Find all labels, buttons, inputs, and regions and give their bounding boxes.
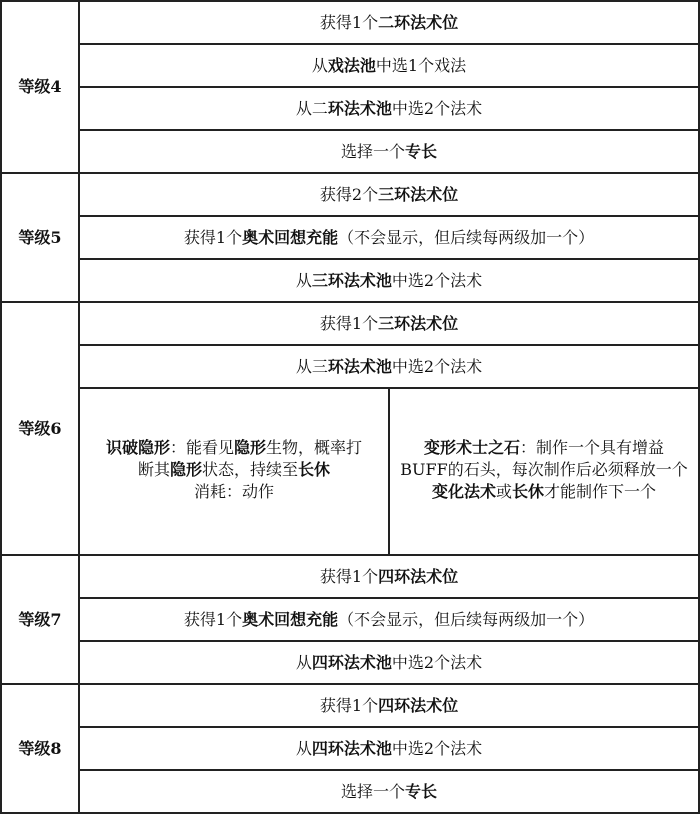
- text-segment: 从三: [295, 356, 328, 376]
- level-row: [79, 302, 699, 345]
- level-row: [79, 555, 699, 598]
- feature-line: [400, 437, 687, 459]
- level-label: 等级5: [1, 173, 79, 302]
- bold-term: 环法术池: [327, 356, 392, 376]
- text-segment: 从: [295, 270, 312, 290]
- text-segment: （不会显示，但后续每两级加一个）: [338, 609, 595, 629]
- level-label: 等级6: [1, 302, 79, 555]
- bold-term: 识破隐形: [105, 438, 170, 457]
- bold-term: 专长: [405, 141, 438, 161]
- text-segment: 从二: [295, 98, 328, 118]
- text-segment: 获得1个: [319, 566, 379, 586]
- text-segment: 获得2个: [319, 184, 379, 204]
- text-segment: 中选2个法术: [391, 270, 483, 290]
- level-row: [79, 44, 699, 87]
- level-label: 等级7: [1, 555, 79, 684]
- text-segment: 从: [295, 738, 312, 758]
- text-segment: 中选2个法术: [391, 356, 483, 376]
- feature-transmuter-stone: [388, 389, 698, 554]
- feature-see-invisibility: [80, 389, 388, 554]
- level-row: [79, 598, 699, 641]
- text-segment: 从: [311, 55, 328, 75]
- text-segment: 断其: [137, 460, 170, 479]
- text-segment: ：制作一个具有增益: [519, 438, 664, 457]
- text-segment: ：能看见: [169, 438, 234, 457]
- text-segment: 消耗：动作: [193, 482, 274, 501]
- level-row: [79, 641, 699, 684]
- text-segment: 中选2个法术: [391, 98, 483, 118]
- text-segment: 获得1个: [319, 313, 379, 333]
- bold-term: 隐形: [234, 438, 267, 457]
- text-segment: 选择一个: [340, 781, 405, 801]
- bold-term: 三环法术池: [311, 270, 392, 290]
- bold-term: 二环法术位: [378, 12, 459, 32]
- bold-term: 长休: [511, 482, 544, 501]
- feature-line: [400, 459, 687, 481]
- text-segment: 获得1个: [183, 227, 243, 247]
- text-segment: 生物，概率打: [266, 438, 363, 457]
- text-segment: BUFF的石头，每次制作后必须释放一个: [400, 460, 688, 479]
- bold-term: 变形术士之石: [423, 438, 520, 457]
- level-row: [79, 216, 699, 259]
- level-row: [79, 130, 699, 173]
- level-row: [79, 87, 699, 130]
- bold-term: 四环法术位: [378, 695, 459, 715]
- text-segment: 状态，持续至: [202, 460, 299, 479]
- bold-term: 环法术池: [327, 98, 392, 118]
- text-segment: 获得1个: [183, 609, 243, 629]
- level-row: [79, 345, 699, 388]
- bold-term: 专长: [405, 781, 438, 801]
- text-segment: 中选2个法术: [391, 738, 483, 758]
- bold-term: 四环法术池: [311, 738, 392, 758]
- text-segment: （不会显示，但后续每两级加一个）: [338, 227, 595, 247]
- bold-term: 戏法池: [327, 55, 376, 75]
- text-segment: 才能制作下一个: [544, 482, 657, 501]
- text-segment: 中选2个法术: [391, 652, 483, 672]
- text-segment: 中选1个戏法: [375, 55, 467, 75]
- feature-line: [106, 437, 362, 459]
- feature-choice-row: [79, 388, 699, 555]
- text-segment: 从: [295, 652, 312, 672]
- level-row: [79, 770, 699, 813]
- bold-term: 隐形: [169, 460, 202, 479]
- bold-term: 变化法术: [431, 482, 496, 501]
- level-label: 等级4: [1, 1, 79, 173]
- feature-line: [106, 481, 362, 503]
- level-row: [79, 684, 699, 727]
- level-row: [79, 259, 699, 302]
- feature-line: [400, 481, 687, 503]
- bold-term: 四环法术位: [378, 566, 459, 586]
- text-segment: 选择一个: [340, 141, 405, 161]
- bold-term: 三环法术位: [378, 313, 459, 333]
- level-row: [79, 727, 699, 770]
- feature-line: [106, 459, 362, 481]
- bold-term: 奥术回想充能: [242, 227, 339, 247]
- text-segment: 获得1个: [319, 695, 379, 715]
- bold-term: 三环法术位: [378, 184, 459, 204]
- text-segment: 或: [495, 482, 512, 501]
- bold-term: 奥术回想充能: [242, 609, 339, 629]
- level-label: 等级8: [1, 684, 79, 813]
- level-row: [79, 173, 699, 216]
- bold-term: 长休: [298, 460, 331, 479]
- text-segment: 获得1个: [319, 12, 379, 32]
- level-row: [79, 1, 699, 44]
- bold-term: 四环法术池: [311, 652, 392, 672]
